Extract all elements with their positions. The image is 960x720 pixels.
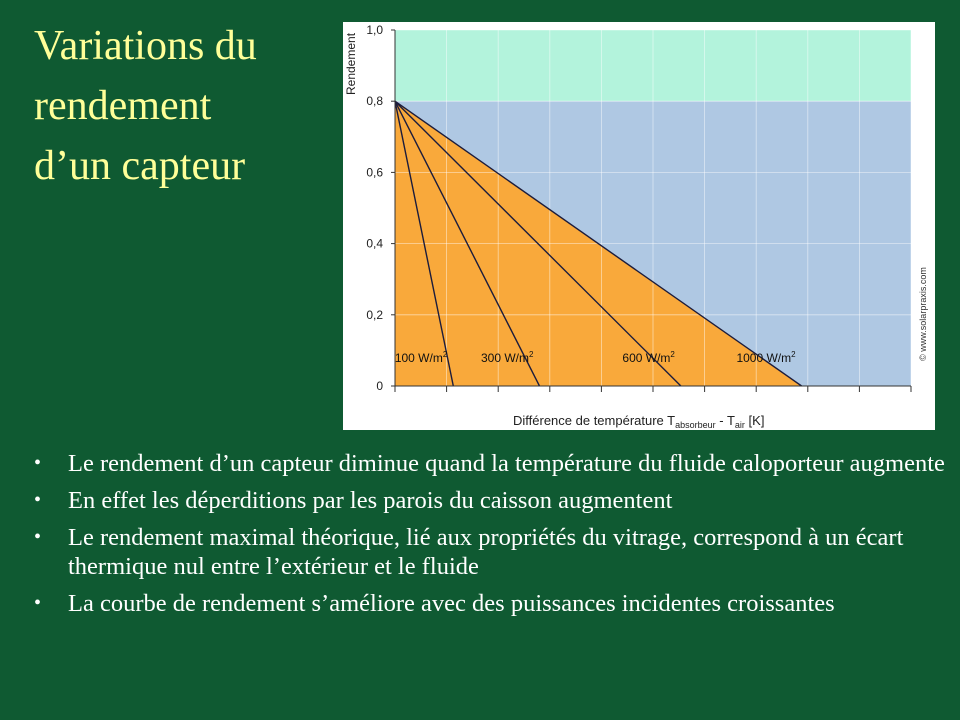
title-line-3: d’un capteur [34,143,246,189]
y-tick-label: 1,0 [366,23,383,37]
title-line-2: rendement [34,83,212,129]
x-axis-label-unit: [K] [744,413,765,428]
x-axis-label [513,413,764,430]
bullet-text: Le rendement d’un capteur diminue quand la température du fluide caloporteur augmente [68,450,945,477]
bullet-icon: • [34,452,42,474]
series-label-exponent: 2 [791,350,796,359]
chart-svg [343,22,935,430]
bullet-icon: • [34,526,42,548]
series-label-text: 600 W/m [622,351,671,365]
x-axis-label-main: Différence de température T [513,413,676,428]
series-label [622,350,675,365]
y-tick-label: 0 [376,379,383,393]
y-tick-label: 0,6 [366,165,383,180]
y-tick-label: 0,8 [366,94,383,109]
series-label-exponent: 2 [529,350,534,359]
slide-title [34,16,334,196]
efficiency-chart [343,22,935,430]
bullet-text: La courbe de rendement s’améliore avec des puissances incidentes croissantes [68,590,835,617]
y-axis-label: Rendement [344,32,358,96]
series-label-text: 300 W/m [481,351,530,365]
bullet-text: Le rendement maximal théorique, lié aux propriétés du vitrage, correspond à un écart thermique nul entre l’extérieur et le fluide [68,524,904,580]
title-line-1: Variations du [34,23,257,69]
series-label-exponent: 2 [670,350,675,359]
bullet-item [30,589,945,618]
x-axis-label-sub2: air [734,420,745,430]
bullet-item [30,486,945,515]
series-label [395,350,448,365]
x-axis-label-mid: - T [715,413,735,428]
bullet-icon: • [34,592,42,614]
copyright-label: © www.solarpraxis.com [918,267,928,361]
bullet-text: En effet les déperditions par les parois du caisson augmentent [68,487,673,514]
series-label [736,350,796,365]
y-tick-label: 0,4 [366,236,383,251]
series-label-text: 1000 W/m [736,351,792,365]
y-tick-label: 0,2 [366,307,383,322]
series-label-text: 100 W/m [394,351,443,365]
series-label-exponent: 2 [442,350,448,359]
bullet-icon: • [34,489,42,511]
series-label [481,350,534,365]
x-axis-label-sub1: absorbeur [675,420,716,430]
bullet-item [30,449,945,478]
bullet-item [30,523,945,581]
bullet-list [30,449,945,626]
